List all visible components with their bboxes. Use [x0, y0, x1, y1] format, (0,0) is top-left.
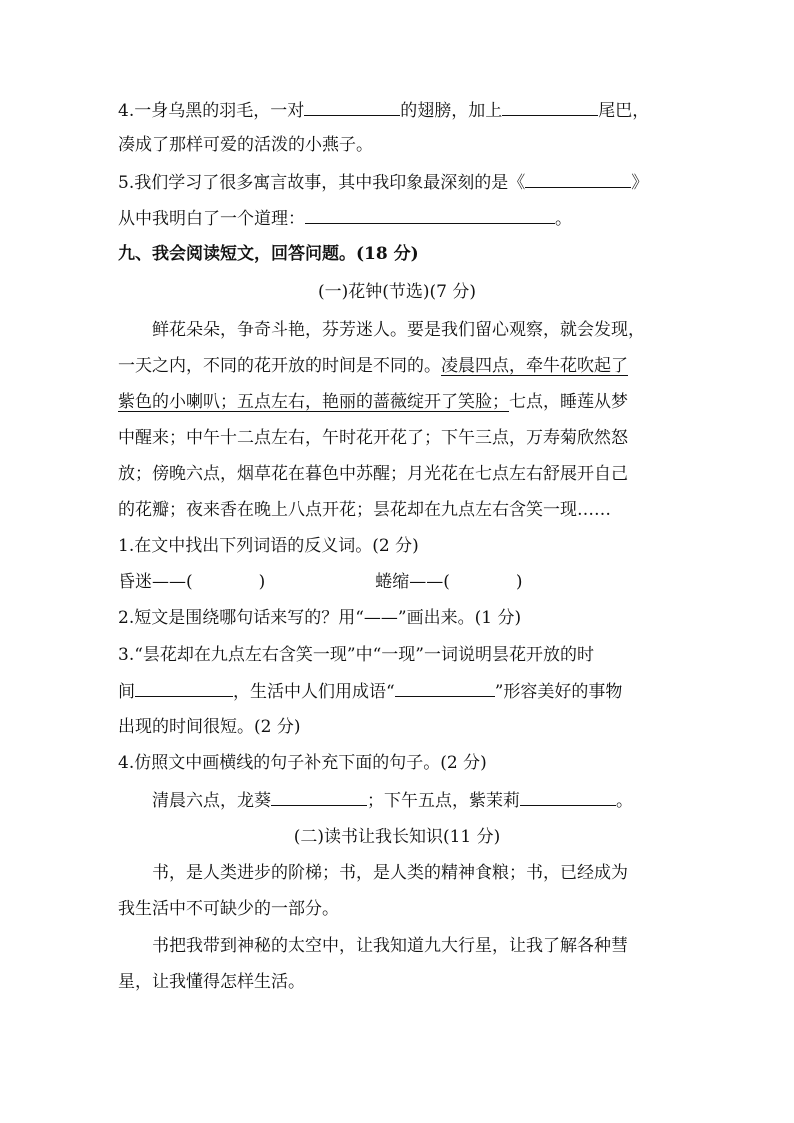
q4-blank-2[interactable] — [502, 98, 598, 116]
q4-text-a: 4.一身乌黑的羽毛，一对 — [118, 101, 305, 121]
q4-text-b: 的翅膀，加上 — [400, 101, 503, 121]
passage1-line5: 放；傍晚六点，烟草花在暮色中苏醒；月光花在七点左右舒展开自己 — [118, 464, 628, 484]
p1-question2: 2.短文是围绕哪句话来写的？用“——”画出来。(1 分) — [118, 608, 522, 628]
q5-text-a: 5.我们学习了很多寓言故事，其中我印象最深刻的是《 — [118, 173, 526, 193]
p1-question3-line2 — [118, 679, 694, 704]
q4-line1 — [118, 98, 694, 123]
p1-question1: 1.在文中找出下列词语的反义词。(2 分) — [118, 536, 419, 556]
q4-text-c: 尾巴， — [598, 101, 650, 121]
passage2-line1: 书，是人类进步的阶梯；书，是人类的精神食粮；书，已经成为 — [152, 863, 628, 883]
p1q3-blank-1[interactable] — [135, 679, 233, 697]
antonym-label-1: 昏迷——( — [118, 572, 193, 592]
p1-question4: 4.仿照文中画横线的句子补充下面的句子。(2 分) — [118, 753, 487, 773]
q5-text-c: 从中我明白了一个道理： — [118, 209, 305, 229]
antonym-close-2: ) — [515, 572, 523, 592]
p1q4-blank-2[interactable] — [520, 788, 616, 806]
q5-line1 — [118, 170, 694, 195]
passage1-line3 — [118, 390, 694, 414]
passage2-line2: 我生活中不可缺少的一部分。 — [118, 899, 339, 919]
passage1-line3-text: 七点，睡莲从梦 — [509, 392, 628, 412]
p1q4-text-b: ；下午五点，紫茉莉 — [367, 791, 520, 811]
p1-question3-line3: 出现的时间很短。(2 分) — [118, 717, 301, 737]
q5-text-b: 》 — [631, 173, 649, 193]
passage1-line1: 鲜花朵朵，争奇斗艳，芬芳迷人。要是我们留心观察，就会发现， — [152, 320, 645, 340]
passage1-line4: 中醒来；中午十二点左右，午时花开花了；下午三点，万寿菊欣然怒 — [118, 428, 628, 448]
passage2-title: (二)读书让我长知识(11 分) — [293, 827, 501, 847]
p1q3-text-b: ，生活中人们用成语“ — [233, 682, 395, 702]
passage1-title: (一)花钟(节选)(7 分) — [317, 282, 476, 302]
p1-question1-answers — [118, 570, 694, 594]
p1q4-text-c: 。 — [616, 791, 633, 811]
q4-line2: 凑成了那样可爱的活泼的小燕子。 — [118, 135, 373, 155]
passage2-line4: 星，让我懂得怎样生活。 — [118, 972, 305, 992]
antonym-label-2: 蜷缩——( — [375, 572, 450, 592]
passage1-underlined-1: 凌晨四点，牵牛花吹起了 — [441, 356, 628, 376]
section9-title: 九、我会阅读短文，回答问题。(18 分) — [118, 244, 419, 264]
p1-question4-answer — [152, 788, 694, 813]
passage2-line3: 书把我带到神秘的太空中，让我知道九大行星，让我了解各种彗 — [152, 936, 628, 956]
p1q4-text-a: 清晨六点，龙葵 — [152, 791, 271, 811]
q4-blank-1[interactable] — [304, 98, 400, 116]
q5-blank-lesson[interactable] — [305, 206, 555, 224]
antonym-close-1: ) — [258, 572, 266, 592]
p1q3-blank-idiom[interactable] — [395, 679, 495, 697]
passage1-line6: 的花瓣；夜来香在晚上八点开花；昙花却在九点左右含笑一现…… — [118, 500, 611, 520]
q5-text-d: 。 — [555, 209, 572, 229]
passage1-line2 — [118, 354, 694, 378]
p1q4-blank-1[interactable] — [271, 788, 367, 806]
p1q3-text-c: ”形容美好的事物 — [494, 682, 623, 702]
passage1-underlined-2: 紫色的小喇叭；五点左右，艳丽的蔷薇绽开了笑脸； — [118, 392, 509, 412]
p1-question3-line1: 3.“昙花却在九点左右含笑一现”中“一现”一词说明昙花开放的时 — [118, 645, 594, 665]
p1q3-text-a: 间 — [118, 682, 135, 702]
q5-line2 — [118, 206, 694, 231]
q5-blank-title[interactable] — [525, 170, 631, 188]
passage1-line2-text: 一天之内，不同的花开放的时间是不同的。 — [118, 356, 441, 376]
